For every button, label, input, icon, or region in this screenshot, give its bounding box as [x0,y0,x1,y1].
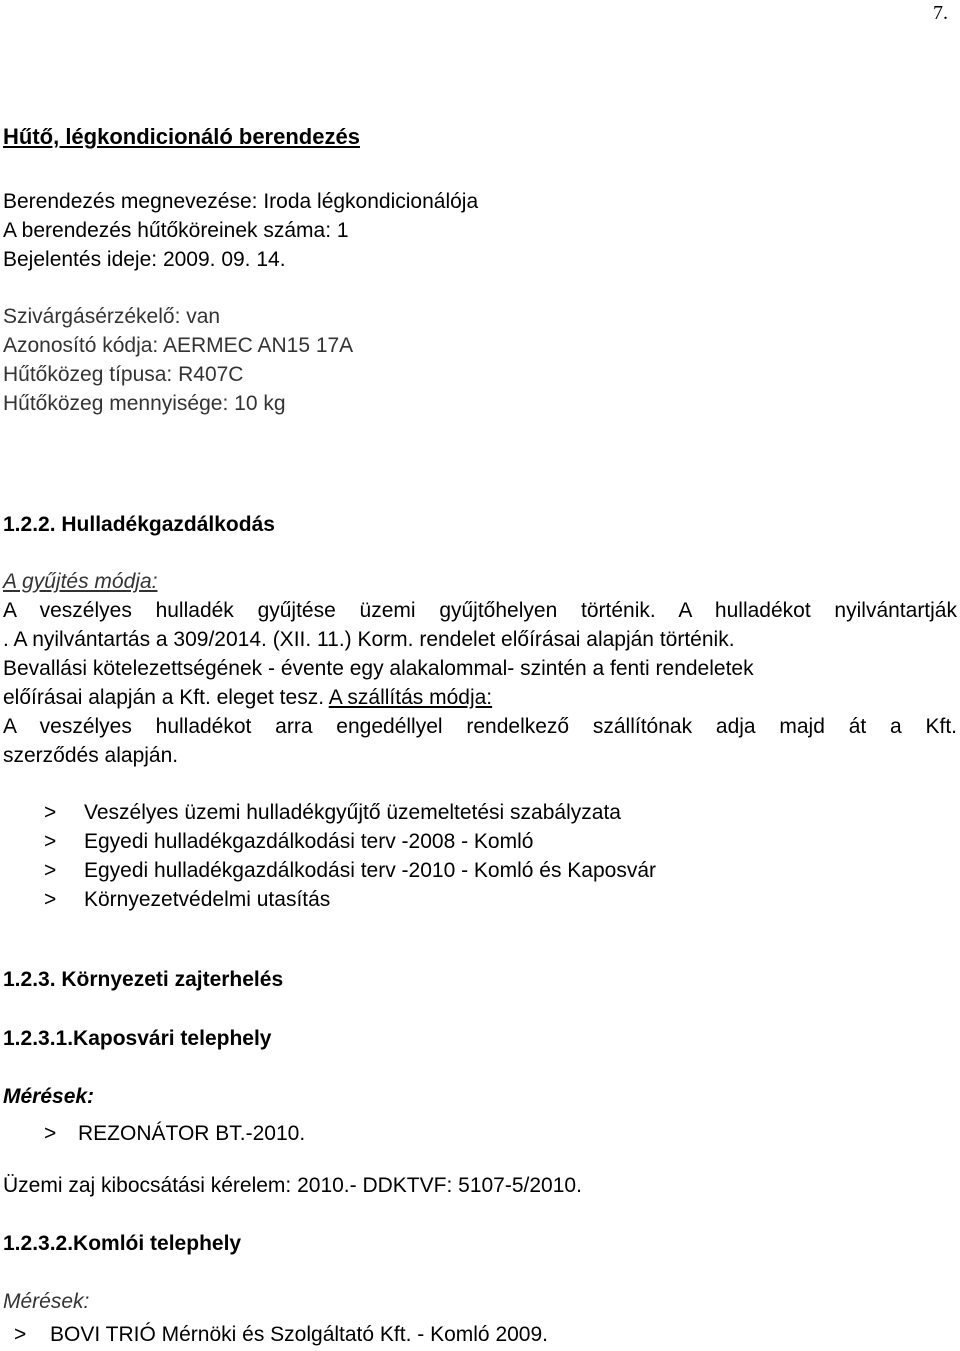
kaposvar-permit: Üzemi zaj kibocsátási kérelem: 2010.- DDKTVF: 5107-5/2010. [3,1174,582,1197]
bullet-marker: > [44,859,57,882]
waste-heading: 1.2.2. Hulladékgazdálkodás [3,513,275,536]
bullet-marker: > [44,801,57,824]
equipment-report-date: Bejelentés ideje: 2009. 09. 14. [3,248,286,271]
waste-para-line-2: . A nyilvántartás a 309/2014. (XII. 11.) Korm. rendelet előírásai alapján történik. [3,628,735,651]
equipment-name: Berendezés megnevezése: Iroda légkondicionálója [3,190,479,213]
kaposvar-heading: 1.2.3.1.Kaposvári telephely [3,1027,272,1050]
waste-bullet-4 [44,888,330,912]
page-number: 7. [933,2,948,24]
section-title: Hűtő, légkondicionáló berendezés [3,124,360,149]
equipment-id-code: Azonosító kódja: AERMEC AN15 17A [3,334,354,357]
bullet-marker: > [14,1323,27,1346]
bullet-marker: > [44,888,57,911]
waste-para-text-4: előírásai alapján a Kft. eleget tesz. [3,686,325,709]
bullet-text: Egyedi hulladékgazdálkodási terv -2010 - Komló és Kaposvár [84,859,656,882]
waste-bullet-3 [44,859,656,883]
transport-text-1: A veszélyes hulladékot arra engedéllyel rendelkező szállítónak adja majd át a Kft. [3,715,957,738]
waste-para-line-3: Bevallási kötelezettségének - évente egy alakalommal- szintén a fenti rendeletek [3,657,754,680]
bullet-text: BOVI TRIÓ Mérnöki és Szolgáltató Kft. - Komló 2009. [50,1323,548,1346]
leak-detector: Szivárgásérzékelő: van [3,305,221,328]
bullet-marker: > [44,1122,57,1145]
komlo-measurements-label: Mérések: [3,1290,90,1313]
bullet-text: Veszélyes üzemi hulladékgyűjtő üzemeltetési szabályzata [84,801,621,824]
noise-heading: 1.2.3. Környezeti zajterhelés [3,968,284,991]
transport-method-label: A szállítás módja: [328,686,493,709]
bullet-text: REZONÁTOR BT.-2010. [78,1122,306,1145]
refrigerant-amount: Hűtőközeg mennyisége: 10 kg [3,392,286,415]
refrigerant-type: Hűtőközeg típusa: R407C [3,363,244,386]
transport-line-2: szerződés alapján. [3,744,179,767]
waste-para-line-1 [3,599,957,623]
kaposvar-measurement-item [44,1122,305,1146]
waste-para-line-4 [3,686,492,710]
bullet-marker: > [44,830,57,853]
waste-para-text-1: A veszélyes hulladék gyűjtése üzemi gyűjtőhelyen történik. A hulladékot nyilvántartják [3,599,957,622]
waste-bullet-2 [44,830,533,854]
bullet-text: Egyedi hulladékgazdálkodási terv -2008 - Komló [84,830,534,853]
bullet-text: Környezetvédelmi utasítás [84,888,331,911]
waste-bullet-1 [44,801,621,825]
komlo-heading: 1.2.3.2.Komlói telephely [3,1232,242,1255]
kaposvar-measurements-label: Mérések: [3,1085,95,1108]
equipment-circuits: A berendezés hűtőköreinek száma: 1 [3,219,349,242]
collection-method-label: A gyűjtés módja: [3,570,158,593]
transport-line-1 [3,715,957,739]
komlo-measurement-item [14,1323,548,1347]
